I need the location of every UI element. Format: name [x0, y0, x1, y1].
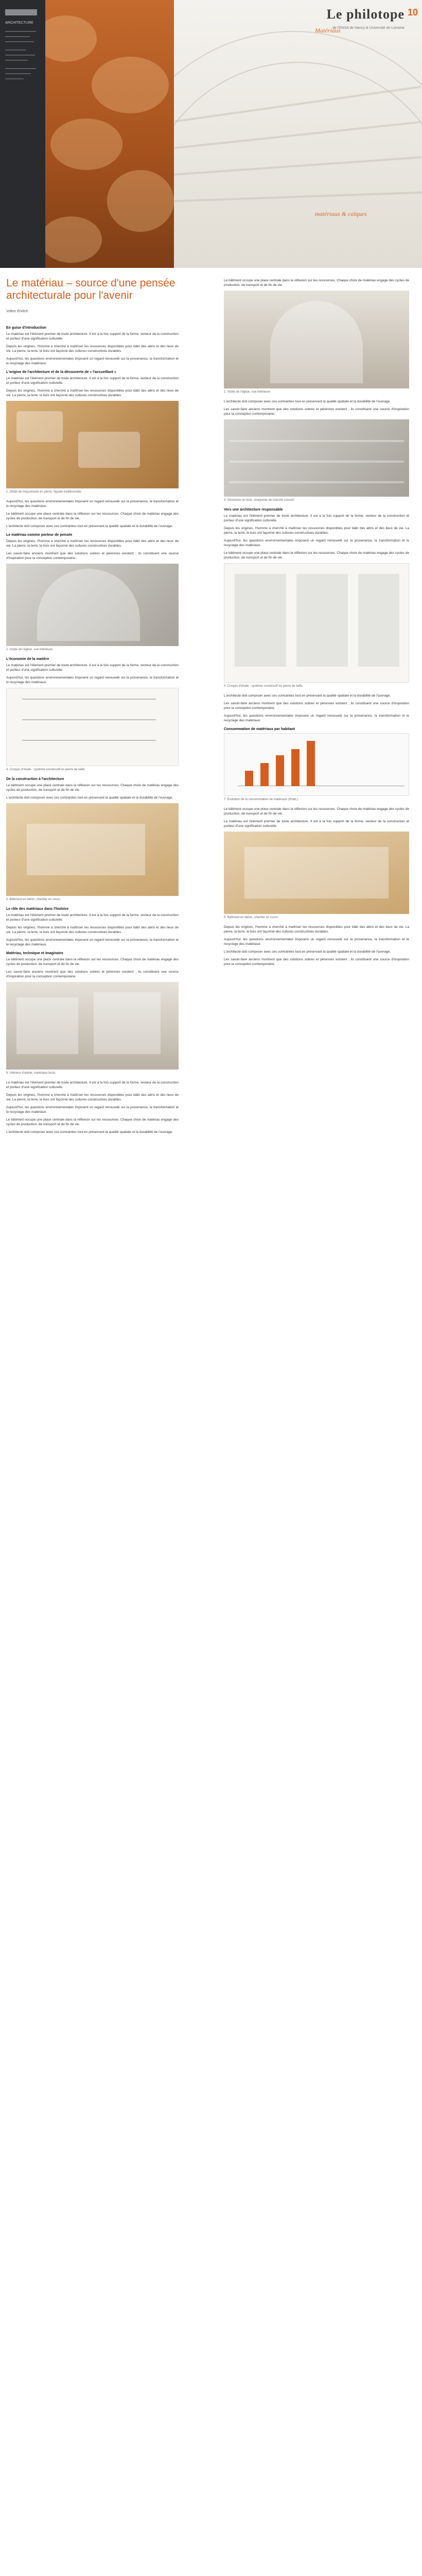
paragraph: Aujourd'hui, les questions environnementales imposent un regard renouvelé sur la provenance, la transformation et le recyclage des matériaux. — [6, 938, 179, 946]
paragraph: Le bâtiment occupe une place centrale dans la réflexion sur les ressources. Chaque choix de matériau engage des cycles de production, de transport et de fin de vie. — [6, 1118, 179, 1126]
sidebar — [0, 0, 45, 268]
paragraph: Aujourd'hui, les questions environnementales imposent un regard renouvelé sur la provenance, la transformation et le recyclage des matériaux. — [6, 1106, 179, 1114]
paragraph: Le matériau est l'élément premier de toute architecture. Il est à la fois support de la forme, vecteur de la construction et porteur d'une signification culturelle. — [6, 332, 179, 341]
sidebar-logo — [5, 9, 37, 15]
paragraph: Le bâtiment occupe une place centrale dans la réflexion sur les ressources. Chaque choix de matériau engage des cycles de production, de transport et de fin de vie. — [6, 512, 179, 520]
figure-caption: 3. Structures en bois, charpente de marché couvert. — [224, 499, 295, 502]
paragraph: L'architecte doit composer avec ces contraintes tout en préservant la qualité spatiale et la durabilité de l'ouvrage. — [6, 1130, 173, 1134]
paragraph: Le bâtiment occupe une place centrale dans la réflexion sur les ressources. Chaque choix de matériau engage des cycles de production, de transport et de fin de vie. — [224, 551, 409, 560]
brand-name: Le philotope — [326, 7, 405, 22]
paragraph: Les savoir-faire anciens montrent que des solutions sobres et pérennes existent ; ils constituent une source d'inspiration pour la conception contemporaine. — [224, 702, 409, 710]
paragraph: Depuis les origines, l'homme a cherché à maîtriser les ressources disponibles pour bâtir des abris et des lieux de vie. La pierre, la terre, le bois ont façonné des cultures constructives durables. — [6, 926, 179, 934]
paragraph: Le bâtiment occupe une place centrale dans la réflexion sur les ressources. Chaque choix de matériau engage des cycles de production, de transport et de fin de vie. — [224, 807, 409, 816]
paragraph: Depuis les origines, l'homme a cherché à maîtriser les ressources disponibles pour bâtir des abris et des lieux de vie. La pierre, la terre, le bois ont façonné des cultures constructives durables. — [6, 389, 179, 397]
subhead: Le rôle des matériaux dans l'histoire — [6, 907, 69, 911]
paragraph: Le bâtiment occupe une place centrale dans la réflexion sur les ressources. Chaque choix de matériau engage des cycles de production, de transport et de fin de vie. — [6, 784, 179, 792]
paragraph: Les savoir-faire anciens montrent que des solutions sobres et pérennes existent ; ils constituent une source d'inspiration pour la conception contemporaine. — [6, 970, 179, 978]
figure-caption: 1. Détail de maçonnerie en pierre, façade traditionnelle. — [6, 490, 82, 494]
figure-facade — [224, 832, 409, 914]
cover-photo — [45, 0, 174, 268]
left-intro-heading: En guise d'introduction — [6, 326, 46, 330]
subhead: Matériau, technique et imaginaire — [6, 952, 63, 955]
figure-stone-masonry — [6, 401, 179, 488]
right-column — [224, 278, 409, 970]
paragraph: Depuis les origines, l'homme a cherché à maîtriser les ressources disponibles pour bâtir des abris et des lieux de vie. La pierre, la terre, le bois ont façonné des cultures constructives durables. — [6, 1093, 179, 1101]
materials-chart — [224, 733, 409, 796]
paragraph: Depuis les origines, l'homme a cherché à maîtriser les ressources disponibles pour bâtir des abris et des lieux de vie. La pierre, la terre, le bois ont façonné des cultures constructives durables. — [224, 527, 409, 535]
chart-bar — [291, 749, 300, 786]
paragraph: Aujourd'hui, les questions environnementales imposent un regard renouvelé sur la provenance, la transformation et le recyclage des matériaux. — [6, 357, 179, 365]
brand-subtitle: de l'ENSA de Nancy & Université de Lorraine — [332, 26, 405, 30]
paragraph: Aujourd'hui, les questions environnementales imposent un regard renouvelé sur la provenance, la transformation et le recyclage des matériaux. — [224, 714, 409, 722]
figure-caption: 4. Croquis d'étude : système constructif en pierre de taille. — [6, 768, 86, 771]
issue-number: 10 — [407, 7, 418, 18]
paragraph: L'architecte doit composer avec ces contraintes tout en préservant la qualité spatiale et la durabilité de l'ouvrage. — [6, 524, 173, 528]
paragraph: Le matériau est l'élément premier de toute architecture. Il est à la fois support de la forme, vecteur de la construction et porteur d'une signification culturelle. — [6, 1081, 179, 1089]
paragraph: L'architecte doit composer avec ces contraintes tout en préservant la qualité spatiale et la durabilité de l'ouvrage. — [6, 796, 173, 800]
article-author: Volker Ehrlich — [6, 310, 28, 313]
figure-sketch — [6, 688, 179, 766]
section-top: Matériaux — [315, 27, 341, 34]
figure-caption: 4. Croquis d'étude : système constructif en pierre de taille. — [224, 685, 304, 688]
chart-caption: Consommation de matériaux par habitant — [224, 727, 295, 731]
paragraph: Les savoir-faire anciens montrent que des solutions sobres et pérennes existent ; ils constituent une source d'inspiration pour la conception contemporaine. — [224, 408, 409, 416]
header-band — [0, 0, 422, 268]
paragraph: Le matériau est l'élément premier de toute architecture. Il est à la fois support de la forme, vecteur de la construction et porteur d'une signification culturelle. — [224, 820, 409, 828]
paragraph: Le matériau est l'élément premier de toute architecture. Il est à la fois support de la forme, vecteur de la construction et porteur d'une signification culturelle. — [224, 514, 409, 522]
paragraph: Aujourd'hui, les questions environnementales imposent un regard renouvelé sur la provenance, la transformation et le recyclage des matériaux. — [6, 500, 179, 508]
paragraph: Aujourd'hui, les questions environnementales imposent un regard renouvelé sur la provenance, la transformation et le recyclage des matériaux. — [6, 676, 179, 684]
chart-bar — [245, 771, 253, 786]
article-title: Le matériau – source d'une pensée architecturale pour l'avenir — [6, 277, 175, 301]
section-mid: matériaux & calques — [315, 210, 367, 217]
figure-workshop — [6, 982, 179, 1070]
figure-construction — [6, 803, 179, 896]
paragraph: L'architecte doit composer avec ces contraintes tout en préservant la qualité spatiale et la durabilité de l'ouvrage. — [224, 694, 391, 698]
paragraph: Depuis les origines, l'homme a cherché à maîtriser les ressources disponibles pour bâtir des abris et des lieux de vie. La pierre, la terre, le bois ont façonné des cultures constructives durables. — [6, 539, 179, 548]
paragraph: Le matériau est l'élément premier de toute architecture. Il est à la fois support de la forme, vecteur de la construction et porteur d'une signification culturelle. — [6, 913, 179, 922]
subhead: L'économie de la matière — [6, 657, 49, 661]
paragraph: Le bâtiment occupe une place centrale dans la réflexion sur les ressources. Chaque choix de matériau engage des cycles de production, de transport et de fin de vie. — [224, 279, 409, 287]
paragraph: Les savoir-faire anciens montrent que des solutions sobres et pérennes existent ; ils constituent une source d'inspiration pour la conception contemporaine. — [224, 958, 409, 966]
subhead: Le matériau comme porteur de pensée — [6, 533, 73, 537]
paragraph: L'architecte doit composer avec ces contraintes tout en préservant la qualité spatiale et la durabilité de l'ouvrage. — [224, 400, 391, 403]
subhead: L'origine de l'architecture et de la découverte de « l'accueillant » — [6, 370, 116, 374]
figure-church-interior — [224, 291, 409, 388]
chart-bar — [307, 741, 315, 786]
figure-interior — [6, 564, 179, 646]
figure-caption: 5. Bâtiment en béton, chantier en cours. — [6, 898, 61, 901]
paragraph: Aujourd'hui, les questions environnementales imposent un regard renouvelé sur la provenance, la transformation et le recyclage des matériaux. — [224, 539, 409, 547]
subhead: Vers une architecture responsable — [224, 508, 283, 512]
paragraph: L'architecte doit composer avec ces contraintes tout en préservant la qualité spatiale et la durabilité de l'ouvrage. — [224, 950, 391, 954]
paragraph: Depuis les origines, l'homme a cherché à maîtriser les ressources disponibles pour bâtir des abris et des lieux de vie. La pierre, la terre, le bois ont façonné des cultures constructives durables. — [6, 345, 179, 353]
ceiling-photo — [174, 0, 422, 268]
paragraph: Depuis les origines, l'homme a cherché à maîtriser les ressources disponibles pour bâtir des abris et des lieux de vie. La pierre, la terre, le bois ont façonné des cultures constructives durables. — [224, 925, 409, 934]
paragraph: Le matériau est l'élément premier de toute architecture. Il est à la fois support de la forme, vecteur de la construction et porteur d'une signification culturelle. — [6, 664, 179, 672]
chart-bar — [276, 755, 284, 786]
paragraph: Aujourd'hui, les questions environnementales imposent un regard renouvelé sur la provenance, la transformation et le recyclage des matériaux. — [224, 938, 409, 946]
figure-drawings — [224, 563, 409, 683]
left-column — [6, 321, 179, 1138]
chart-bar — [260, 763, 269, 786]
figure-caption: 2. Voûte de l'église, vue intérieure. — [6, 648, 54, 651]
sidebar-title: ARCHITECTURE — [5, 21, 33, 25]
subhead: De la construction à l'architecture — [6, 777, 64, 781]
figure-caption: 7. Évolution de la consommation de matériaux (t/hab.). — [224, 798, 299, 801]
figure-timber-structure — [224, 419, 409, 497]
paragraph: Les savoir-faire anciens montrent que des solutions sobres et pérennes existent ; ils constituent une source d'inspiration pour la conception contemporaine. — [6, 552, 179, 560]
figure-caption: 6. Intérieur d'atelier, matériaux bruts. — [6, 1072, 57, 1075]
figure-caption: 2. Voûte de l'église, vue intérieure. — [224, 391, 271, 394]
paragraph: Le matériau est l'élément premier de toute architecture. Il est à la fois support de la forme, vecteur de la construction et porteur d'une signification culturelle. — [6, 377, 179, 385]
paragraph: Le bâtiment occupe une place centrale dans la réflexion sur les ressources. Chaque choix de matériau engage des cycles de production, de transport et de fin de vie. — [6, 958, 179, 966]
figure-caption: 5. Bâtiment en béton, chantier en cours. — [224, 916, 279, 919]
